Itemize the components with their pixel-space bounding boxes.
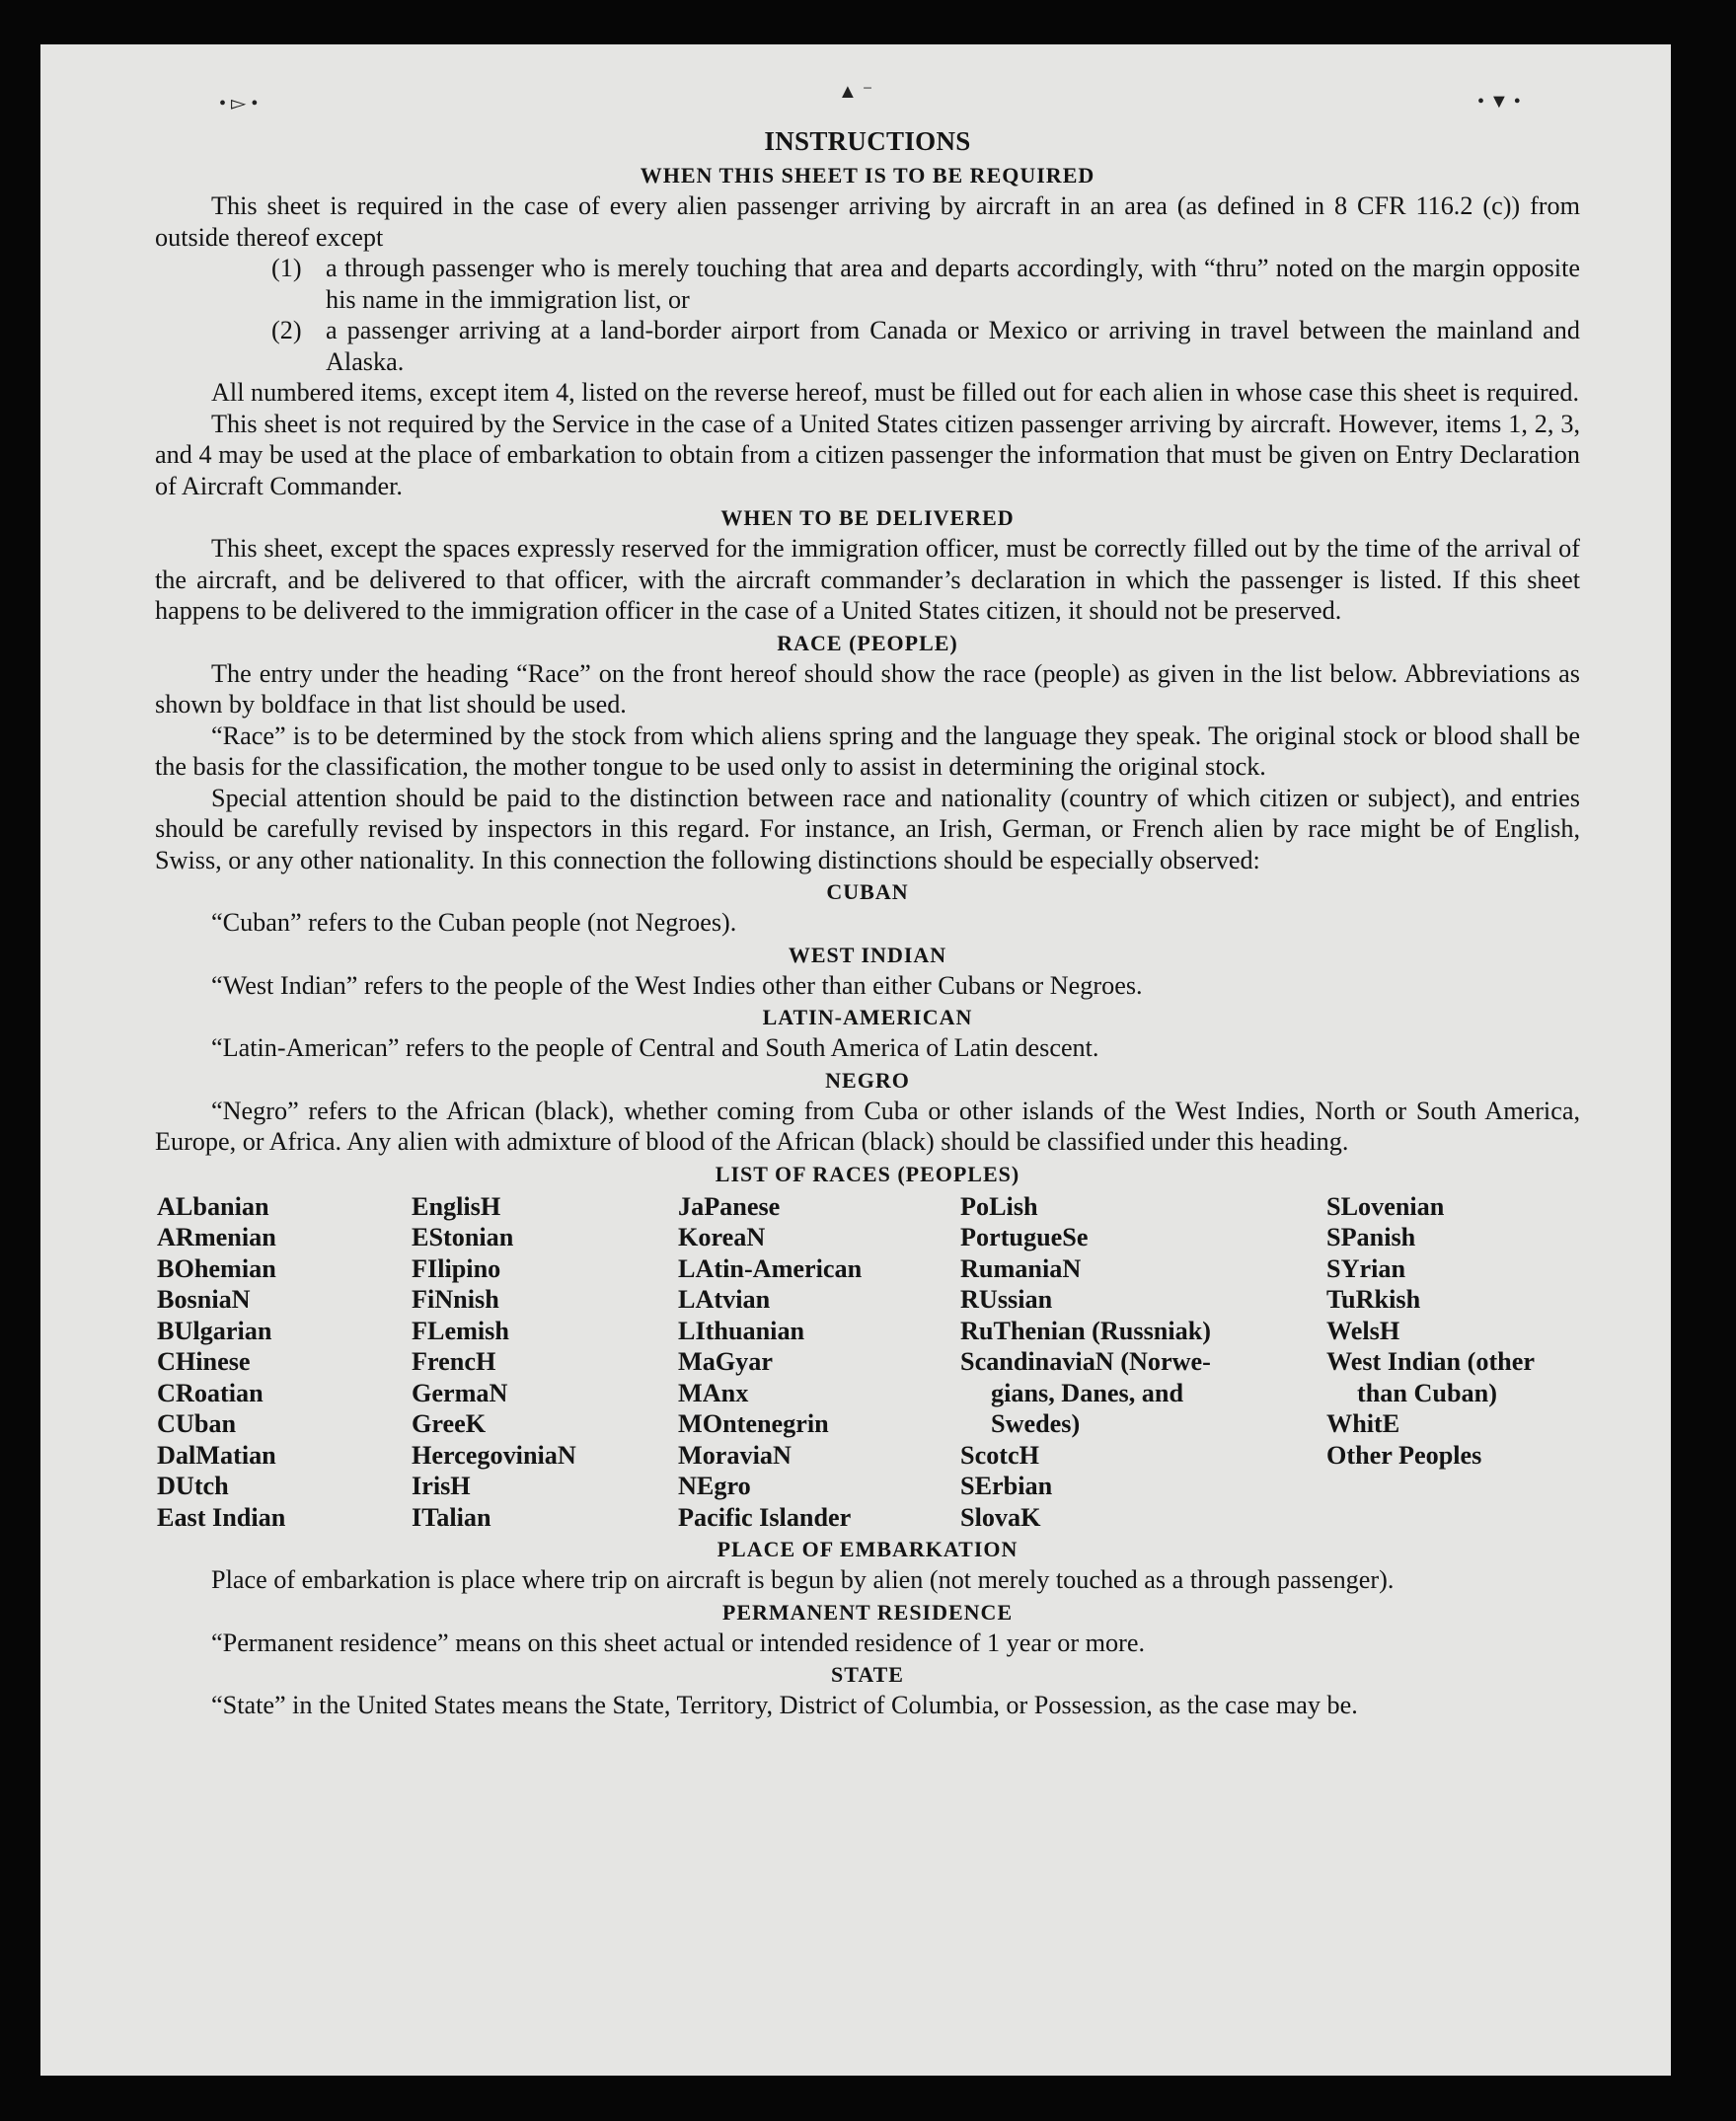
race-entry: Pacific Islander [678,1502,852,1532]
scan-mark: • ▼ • [1477,91,1521,113]
race-entry: MAnx [678,1378,749,1407]
numbered-item [155,253,1580,315]
race-entry: Other Peoples [1326,1440,1482,1470]
race-entry: RuThenian (Russniak) [960,1316,1211,1345]
race-entry: PortugueSe [960,1223,1089,1251]
race-entry: ITalian [412,1502,491,1532]
paragraph: This sheet is not required by the Service in the case of a United States citizen passenger arriving by aircraft. However, items 1, 2, 3, and 4 may be used at the place of embarkation to obtain from a citizen passenger the information that must be given on Entry Declaration of Aircraft Commander. [155,409,1580,500]
race-entry: Swedes) [991,1409,1081,1438]
race-entry: CHinese [157,1347,251,1376]
item-text: a passenger arriving at a land-border airport from Canada or Mexico or arriving in travel between the mainland and Alaska. [326,316,1580,376]
page-title: INSTRUCTIONS [764,126,971,156]
race-entry: FIlipino [412,1253,501,1283]
paragraph: “Cuban” refers to the Cuban people (not Negroes). [211,908,737,937]
race-entry: FLemish [412,1316,509,1345]
section-heading-negro: NEGRO [825,1067,910,1093]
race-entry: CUban [157,1409,237,1438]
race-entry: LAtvian [678,1285,771,1314]
race-entry: SYrian [1326,1253,1406,1283]
race-entry: SErbian [960,1472,1053,1500]
paragraph: This sheet is required in the case of every alien passenger arriving by aircraft in an area (as defined in 8 CFR 116.2 (c)) from outside thereof except [155,191,1580,252]
section-heading-state: STATE [831,1662,904,1687]
race-entry: West Indian (other [1326,1347,1535,1376]
race-entry: TuRkish [1326,1285,1421,1314]
numbered-item [155,315,1580,377]
race-column [412,1191,678,1534]
paragraph: The entry under the heading “Race” on the front hereof should show the race (people) as given in the list below. Abbreviations as shown by boldface in that list should be used. [155,658,1580,719]
race-entry: WhitE [1326,1409,1400,1438]
race-entry: ARmenian [157,1223,276,1251]
paragraph: “Latin-American” refers to the people of Central and South America of Latin descent. [211,1033,1099,1062]
race-entry: EnglisH [412,1191,501,1221]
race-entry: RUssian [960,1285,1053,1314]
race-entry: than Cuban) [1357,1378,1497,1407]
race-entry: FrencH [412,1347,496,1376]
race-entry: MoraviaN [678,1440,792,1470]
race-entry: GreeK [412,1409,487,1438]
race-entry: ALbanian [157,1191,269,1221]
race-entry: ScandinaviaN (Norwe- [960,1347,1211,1376]
race-column [157,1191,412,1534]
race-entry: HercegoviniaN [412,1440,576,1470]
race-entry: East Indian [157,1502,286,1532]
race-column [678,1191,960,1534]
section-heading-latin-american: LATIN-AMERICAN [762,1005,973,1029]
paragraph: “Race” is to be determined by the stock from which aliens spring and the language they speak. The original stock or blood shall be the basis for the classification, the mother tongue to be used only to assist in determining the original stock. [155,720,1580,781]
race-entry: EStonian [412,1223,514,1251]
paragraph: This sheet, except the spaces expressly reserved for the immigration officer, must be correctly filled out by the time of the arrival of the aircraft, and be delivered to that officer, with the aircraft commander’s declaration in which the passenger is listed. If this sheet happens to be delivered to the immigration officer in the case of a United States citizen, it should not be preserved. [155,534,1580,625]
section-heading-race: RACE (PEOPLE) [777,630,958,655]
race-entry: BUlgarian [157,1316,272,1345]
section-heading-west-indian: WEST INDIAN [788,942,947,967]
section-heading-permanent-residence: PERMANENT RESIDENCE [721,1599,1014,1625]
race-entry: WelsH [1326,1316,1400,1345]
paragraph: All numbered items, except item 4, listed on the reverse hereof, must be filled out for each alien in whose case this sheet is required. [211,378,1580,407]
race-entry: GermaN [412,1378,508,1407]
section-heading-place-of-embarkation: PLACE OF EMBARKATION [717,1537,1019,1561]
race-entry: LIthuanian [678,1316,805,1345]
paragraph: Special attention should be paid to the distinction between race and nationality (country of which citizen or subject), and entries should be carefully revised by inspectors in this regard. For instance, an Irish, German, or French alien by race might be of English, Swiss, or any other nationality. In this connection the following distinctions should be especially observed: [155,783,1580,874]
race-entry: CRoatian [157,1378,264,1407]
paragraph: “Permanent residence” means on this sheet actual or intended residence of 1 year or more. [211,1628,1145,1657]
scan-mark: ▲ ⁻ [838,81,873,103]
section-heading-list-of-races: LIST OF RACES (PEOPLES) [715,1161,1020,1186]
race-entry: FiNnish [412,1285,499,1314]
race-entry: MaGyar [678,1347,773,1376]
race-entry: DalMatian [157,1440,276,1470]
section-heading-when-delivered: WHEN TO BE DELIVERED [720,505,1015,530]
paragraph: “State” in the United States means the State, Territory, District of Columbia, or Possession, as the case may be. [211,1691,1358,1719]
race-entry: BOhemian [157,1253,276,1283]
item-number: (2) [271,316,302,344]
race-entry: PoLish [960,1191,1038,1221]
race-entry: BosniaN [157,1285,251,1314]
race-entry: KoreaN [678,1223,766,1251]
item-number: (1) [271,254,302,282]
race-entry: SlovaK [960,1502,1041,1532]
paragraph: Place of embarkation is place where trip on aircraft is begun by alien (not merely touched as a through passenger). [211,1565,1395,1594]
race-entry: IrisH [412,1472,471,1500]
race-column [1326,1191,1582,1534]
paragraph: “Negro” refers to the African (black), whether coming from Cuba or other islands of the West Indies, North or South America, Europe, or Africa. Any alien with admixture of blood of the African (black) should be classified under this heading. [155,1096,1580,1156]
item-text: a through passenger who is merely touching that area and departs accordingly, with “thru” noted on the margin opposite his name in the immigration list, or [326,254,1580,314]
race-column [960,1191,1326,1534]
race-list-table [157,1191,1580,1534]
instructions-content [155,123,1580,1721]
document-page [40,44,1671,2076]
race-entry: ScotcH [960,1440,1039,1470]
race-entry: JaPanese [678,1191,781,1221]
race-entry: NEgro [678,1472,751,1500]
race-entry: gians, Danes, and [991,1378,1184,1407]
race-entry: MOntenegrin [678,1409,829,1438]
race-entry: RumaniaN [960,1253,1082,1283]
paragraph: “West Indian” refers to the people of the West Indies other than either Cubans or Negroes. [211,970,1143,1000]
section-heading-cuban: CUBAN [826,879,909,904]
race-entry: DUtch [157,1472,229,1500]
section-heading-when-required: WHEN THIS SHEET IS TO BE REQUIRED [640,163,1095,188]
race-entry: SPanish [1326,1223,1416,1251]
race-entry: SLovenian [1326,1191,1445,1221]
race-entry: LAtin-American [678,1253,863,1283]
scan-mark: • ▻ • [219,93,259,114]
